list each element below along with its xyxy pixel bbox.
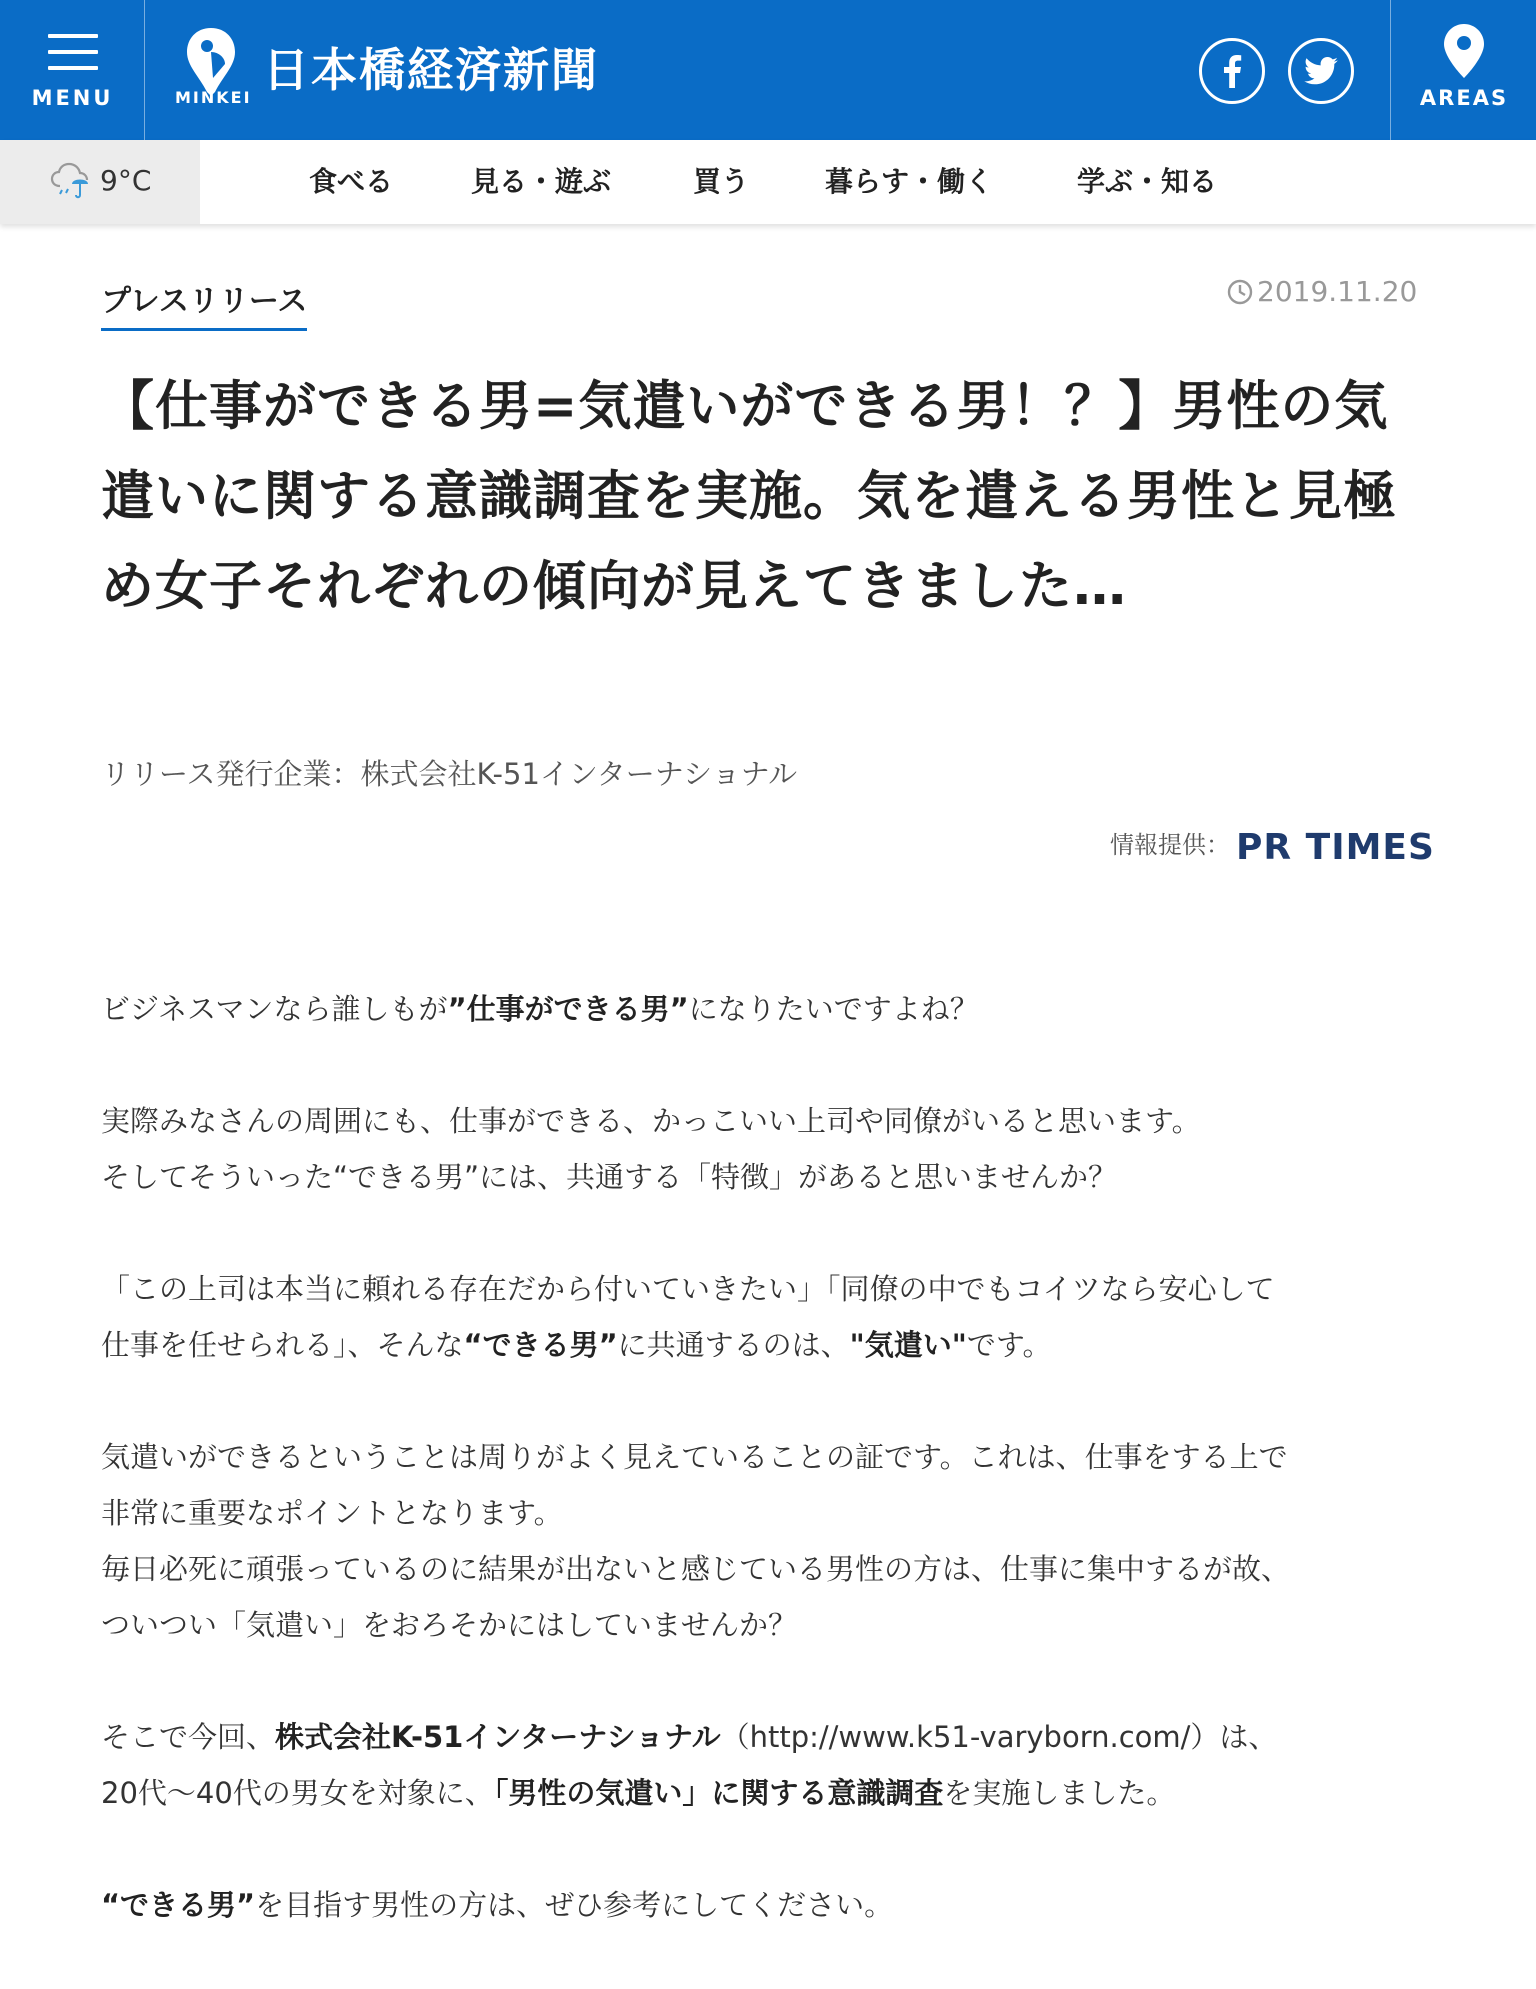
paragraph-1: ビジネスマンなら誰しもが”仕事ができる男”になりたいですよね？ [101,992,979,1026]
category-nav [0,140,1536,224]
site-logo[interactable] [175,26,635,116]
nav-item-shop[interactable]: 買う [693,165,750,198]
site-name: 日本橋経済新聞 [263,43,599,97]
paragraph-3: 「この上司は本当に頼れる存在だから付いていきたい」「同僚の中でもコイツなら安心して 仕事を任せられる」、そんな“できる男”に共通するのは、"気遣い"です。 [101,1272,1275,1362]
menu-label: MENU [31,86,114,110]
nav-item-eat[interactable]: 食べる [309,165,394,198]
company-url-link[interactable]: （http://www.k51-varyborn.com/）は、 [720,1720,1278,1754]
weather-widget[interactable] [0,140,200,224]
facebook-icon [1222,54,1242,88]
logo-subtext: MINKEI [175,88,252,107]
site-header [0,0,1536,140]
weather-temp: 9°C [100,164,152,197]
paragraph-5: そこで今回、株式会社K-51インターナショナル（http://www.k51-varyborn.com/）は、 20代～40代の男女を対象に、「男性の気遣い」に関する意識調査を実施しました。 [101,1720,1278,1810]
date-text: 2019.11.20 [1257,275,1418,308]
article-date [1227,275,1417,308]
nav-item-see-play[interactable]: 見る・遊ぶ [471,165,612,198]
provider-credit [1110,825,1435,868]
twitter-icon [1304,57,1338,85]
menu-icon [48,34,98,70]
prtimes-logo[interactable]: PR TIMES [1236,827,1435,868]
areas-button[interactable] [1390,0,1536,140]
paragraph-4: 気遣いができるということは周りがよく見えていることの証です。これは、仕事をする上で 非常に重要なポイントとなります。 毎日必死に頑張っているのに結果が出ないと感じている男性の方は、仕事に集中するが故、 ついつい「気遣い」をおろそかにはしていませんか？ [101,1440,1291,1642]
article-body [101,981,1441,1989]
minkei-logo-icon [183,26,239,96]
provider-label: 情報提供： [1110,831,1230,859]
category-label[interactable]: プレスリリース [101,276,307,331]
twitter-button[interactable] [1288,38,1354,104]
map-pin-icon [1444,24,1484,78]
nav-item-live-work[interactable]: 暮らす・働く [825,165,994,198]
release-company: リリース発行企業：株式会社K-51インターナショナル [101,757,798,791]
article-title: 【仕事ができる男=気遣いができる男！？】男性の気遣いに関する意識調査を実施。気を遣える男性と見極め女子それぞれの傾向が見えてきました… [101,376,1397,617]
clock-icon [1227,279,1253,305]
paragraph-2: 実際みなさんの周囲にも、仕事ができる、かっこいい上司や同僚がいると思います。 そしてそういった“できる男”には、共通する「特徴」があると思いませんか？ [101,1104,1201,1194]
areas-label: AREAS [1419,86,1509,110]
facebook-button[interactable] [1199,38,1265,104]
menu-button[interactable] [0,0,145,140]
rain-cloud-umbrella-icon [50,162,94,202]
paragraph-6: “できる男”を目指す男性の方は、ぜひ参考にしてください。 [101,1888,894,1922]
nav-item-learn-know[interactable]: 学ぶ・知る [1077,165,1218,198]
